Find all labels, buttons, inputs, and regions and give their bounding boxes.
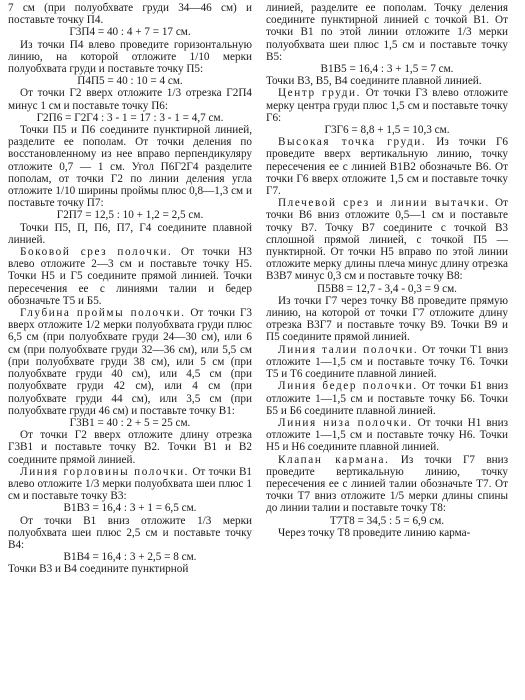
paragraph-text: Точки П5, П, П6, П7, Г4 соедините плавной линией. [8,221,252,246]
paragraph-text: От точки Г3 вверх отложите 1/2 мерки полуобхвата груди плюс 6,5 см (при полуобхвате груди 24—30 см), или 6 см (при полуобхвате груди 32—36 см), или 5,5 см (при полуобхвате груди 38 см), или 5 см (при полуобхвате груди 40 см), или 4,5 см (при полуобхвате груди 42 см), или 4 см (при полуобхвате груди 44 см), или 3,5 см (при полуобхвате груди 46 см) и поставьте точку В1: [8,307,253,417]
section-heading: Линия талии полочки. [278,343,419,356]
paragraph-text: Из точки Г7 через точку В8 проведите прямую линию, на которой от точки Г7 отложите длину отрезка В3Г7 и поставьте точку В9. Точки В9 и П5 соедините прямой линией. [266,294,508,344]
right-paragraph [266,197,508,282]
paragraph-text: Точки В3 и В4 соедините пунктирной [8,563,189,576]
paragraph-text: От точки В1 вниз отложите 1/3 мерки полуобхвата шеи плюс 2,5 см и поставьте точку В4: [8,514,252,551]
paragraph-text: От точки Т1 вниз отложите 1—1,5 см и поставьте точку Т6. Точки Т5 и Т6 соедините плавной линией. [266,343,508,381]
right-paragraph [266,87,508,124]
section-heading: Линия горловины полочки. [20,465,190,478]
paragraph-text: От точки Г2 вверх отложите 1/3 отрезка Г2П4 минус 1 см и поставьте точку П6: [8,87,252,112]
paragraph-text: Из точки Г6 проведите вверх вертикальную линию, точку пересечения ее с линией В1В2 обозначьте В6. От точки Г6 вверх отложите 1,5 см и поставьте точку Г7. [266,136,509,198]
section-heading: Линия низа полочки. [278,416,413,429]
paragraph-text: От точки В6 вниз отложите 0,5—1 см и поставьте точку В7. Точку В7 соедините с точкой В3 сплошной прямой линией, с точкой П5 — пунктирной. От точки Н5 вправо по этой линии отложите мерку длины плеча минус длину отрезка В3В7 минус 0,3 см и поставьте точку В8: [266,197,509,283]
right-paragraph [266,295,508,344]
paragraph-text: Точки П5 и П6 соедините пунктирной линией, разделите ее пополам. От точки деления по восстановленному из нее вправо перпендикуляру отложите 0,7 — 1 см. Угол П6Г2Г4 разделите пополам, от точки Г2 по линии деления угла отложите 1/10 ширины проймы плюс 0,8—1,3 см и поставьте точку П7: [8,124,252,210]
section-heading: Боковой срез полочки. [20,246,173,259]
left-formula: В1В3 = 16,4 : 3 + 1 = 6,5 см. [63,502,197,515]
right-paragraph [266,2,508,63]
right-paragraph [266,136,508,197]
section-heading: Высокая точка груди. [278,136,427,149]
left-paragraph [8,222,252,246]
right-paragraph [266,380,508,417]
left-formula: Г2П6 = Г2Г4 : 3 - 1 = 17 : 3 - 1 = 4,7 см. [36,111,224,124]
left-formula: Г3П4 = 40 : 4 + 7 = 17 см. [69,26,191,39]
left-paragraph [8,466,252,503]
paragraph-text: От точки Г3 влево отложите мерку центра груди плюс 1,5 см и поставьте точку Г6: [266,87,508,124]
paragraph-text: От точки Б1 вниз отложите 1—1,5 см и поставьте точку Б6. Точки Б5 и Б6 соедините плавной линией. [266,380,508,417]
paragraph-text: Из точки Г7 вниз проведите вертикальную линию, точку пересечения ее с линией талии обозначьте Т7. От точки Т7 вниз отложите 1/5 мерки длины спины до линии талии и поставьте точку Т8: [266,453,508,515]
section-heading: Клапан кармана. [278,453,390,466]
section-heading: Центр груди. [278,87,362,100]
left-paragraph [8,307,252,417]
section-heading: Линия бедер полочки. [278,380,418,393]
left-paragraph [8,246,252,307]
left-formula: В1В4 = 16,4 : 3 + 2,5 = 8 см. [63,551,197,564]
left-paragraph [8,515,252,552]
paragraph-text: 7 см (при полуобхвате груди 34—46 см) и поставьте точку П4. [8,2,252,27]
paragraph-text: От точки Н3 влево отложите 2—3 см и поставьте точку Н5. Точки Н5 и Г5 соедините прямой линией. Точки пересечения ее с линиями талии и бедер обозначьте Т5 и Б5. [8,246,252,307]
left-paragraph [8,2,252,26]
right-paragraph [266,75,508,87]
right-formula: П5В8 = 12,7 - 3,4 - 0,3 = 9 см. [317,282,457,295]
paragraph-text: От точки Г2 вверх отложите длину отрезка Г3В1 и поставьте точку В2. Точки В1 и В2 соедините прямой линией. [8,429,252,466]
left-text-column [8,2,258,700]
paragraph-text: От точки Н1 вниз отложите 1—1,5 см и поставьте точку Н6. Точки Н5 и Н6 соедините плавной линией. [266,416,508,454]
left-paragraph [8,563,252,575]
left-formula: Г3В1 = 40 : 2 + 5 = 25 см. [69,416,191,429]
left-formula: Г2П7 = 12,5 : 10 + 1,2 = 2,5 см. [56,209,204,222]
paragraph-text: Из точки П4 влево проведите горизонтальную линию, на которой отложите 1/10 мерки полуобхвата груди и поставьте точку П5: [8,38,252,76]
left-paragraph [8,87,252,111]
paragraph-text: линией, разделите ее пополам. Точку деления соедините пунктирной линией с точкой В1. От точки В1 по этой линии отложите 1/3 мерки полуобхвата шеи плюс 1,5 см и поставьте точку В5: [266,2,508,63]
left-paragraph [8,429,252,466]
right-formula: Г3Г6 = 8,8 + 1,5 = 10,3 см. [324,124,450,137]
left-paragraph [8,124,252,209]
right-formula: Т7Т8 = 34,5 : 5 = 6,9 см. [329,514,445,527]
right-paragraph [266,344,508,381]
right-formula: В1В5 = 16,4 : 3 + 1,5 = 7 см. [320,63,454,76]
right-text-column [258,2,508,700]
section-heading: Глубина проймы полочки. [20,307,186,320]
right-paragraph [266,417,508,454]
section-heading: Плечевой срез и линии вытачки. [278,197,490,210]
paragraph-text: От точки В1 влево отложите 1/3 мерки полуобхвата шеи плюс 1 см и поставьте точку В3: [8,465,252,503]
right-paragraph [266,527,508,539]
paragraph-text: Через точку Т8 проведите линию карма- [278,526,471,539]
paragraph-text: Точки В3, В5, В4 соедините плавной линией. [266,75,482,88]
right-paragraph [266,454,508,515]
left-paragraph [8,39,252,76]
left-formula: П4П5 = 40 : 10 = 4 см. [77,75,183,88]
